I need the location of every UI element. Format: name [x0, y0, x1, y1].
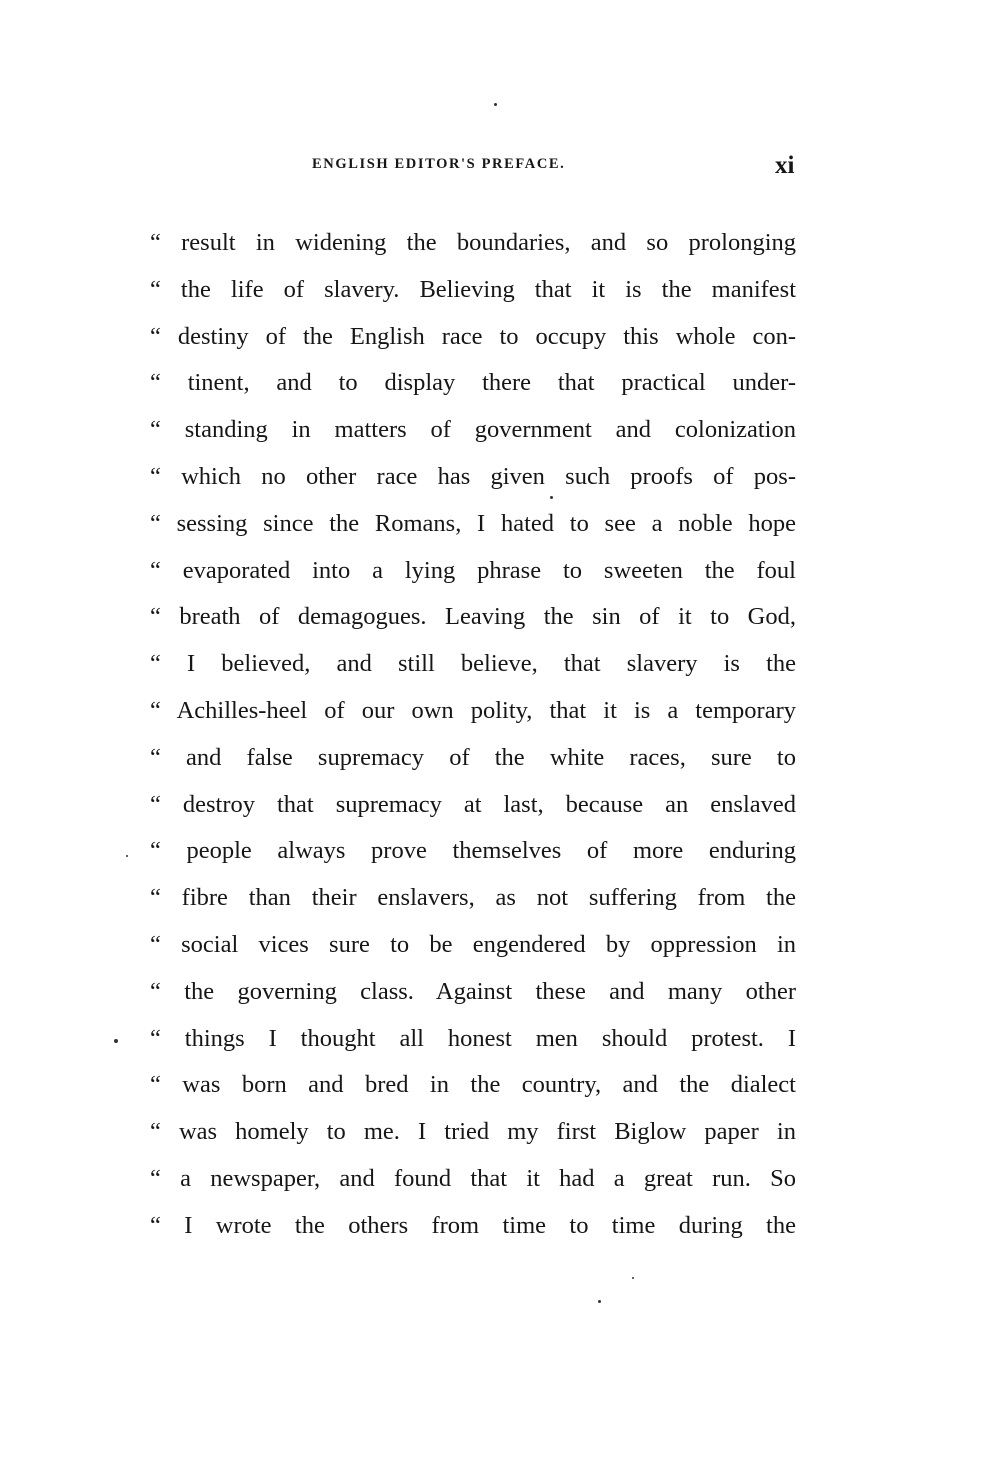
- page-number: xi: [775, 152, 795, 179]
- scan-speck: [632, 1277, 634, 1279]
- text-line: “ I believed, and still believe, that slavery is the: [150, 650, 796, 678]
- text-line: “ fibre than their enslavers, as not suffering from the: [150, 884, 796, 912]
- text-line: “ people always prove themselves of more enduring: [150, 837, 796, 865]
- text-line: “ the life of slavery. Believing that it is the manifest: [150, 275, 796, 303]
- scan-speck: [126, 855, 128, 857]
- text-line: “ destroy that supremacy at last, because an enslaved: [150, 790, 796, 818]
- scan-speck: [114, 1039, 118, 1043]
- text-line: “ was homely to me. I tried my first Biglow paper in: [150, 1118, 796, 1146]
- text-line: “ breath of demagogues. Leaving the sin of it to God,: [150, 603, 796, 631]
- text-line: “ standing in matters of government and colonization: [150, 416, 796, 444]
- text-line: “ and false supremacy of the white races, sure to: [150, 743, 796, 771]
- scan-speck: [494, 103, 497, 106]
- text-line: “ things I thought all honest men should protest. I: [150, 1024, 796, 1052]
- text-line: “ Achilles-heel of our own polity, that it is a temporary: [150, 696, 796, 724]
- text-line: “ result in widening the boundaries, and so prolonging: [150, 229, 796, 256]
- running-head: ENGLISH EDITOR'S PREFACE.: [312, 156, 566, 172]
- text-line: “ was born and bred in the country, and the dialect: [150, 1071, 796, 1099]
- text-line: “ tinent, and to display there that practical under-: [150, 369, 796, 397]
- text-line: “ a newspaper, and found that it had a great run. So: [150, 1164, 796, 1192]
- text-line: “ I wrote the others from time to time during the: [150, 1211, 796, 1239]
- text-line: “ which no other race has given such proofs of pos-: [150, 462, 796, 490]
- text-line: “ evaporated into a lying phrase to sweeten the foul: [150, 556, 796, 584]
- text-line: “ the governing class. Against these and many other: [150, 977, 796, 1005]
- text-line: “ sessing since the Romans, I hated to see a noble hope: [150, 509, 796, 537]
- scan-speck: [598, 1300, 601, 1303]
- scan-speck: [550, 496, 553, 499]
- body-text: [150, 220, 796, 1250]
- text-line: “ social vices sure to be engendered by oppression in: [150, 930, 796, 958]
- text-line: “ destiny of the English race to occupy this whole con-: [150, 322, 796, 350]
